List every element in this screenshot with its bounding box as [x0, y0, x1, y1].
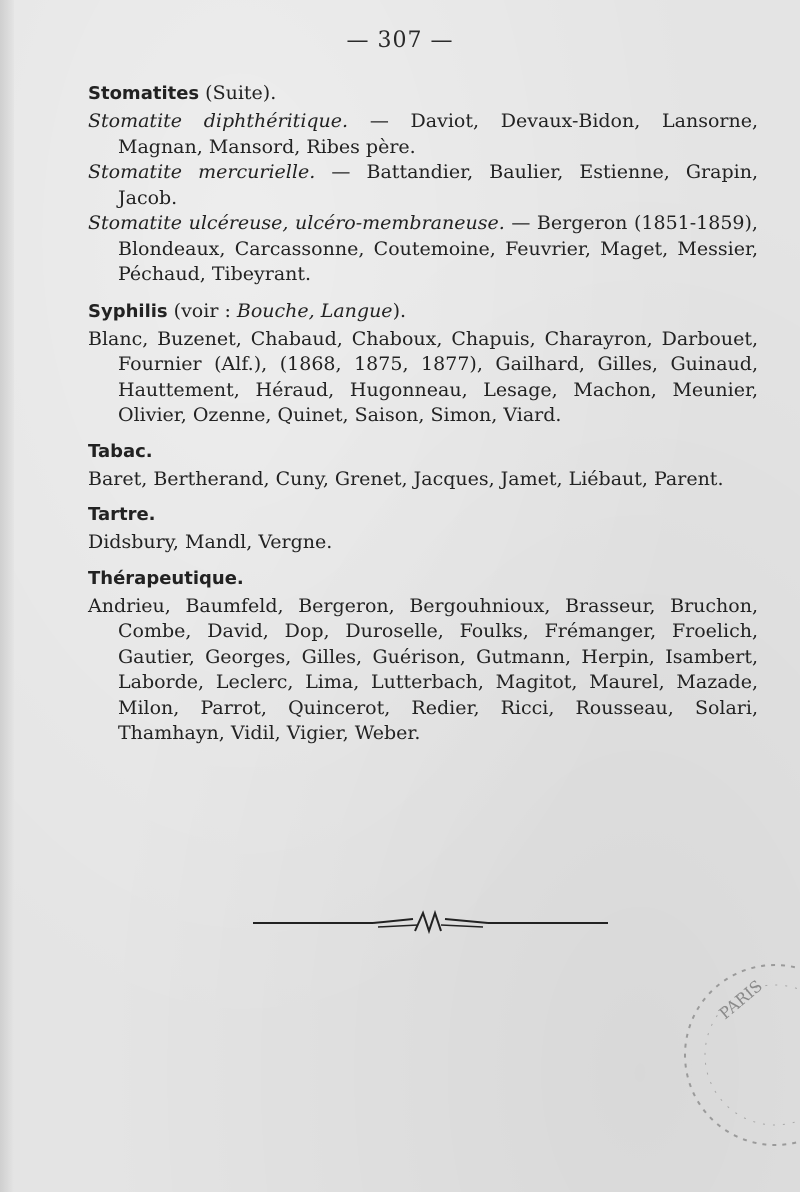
heading-title: Syphilis [88, 300, 168, 322]
index-entry: Blanc, Buzenet, Chabaud, Chaboux, Chapuis, Charayron, Darbouet, Fournier (Alf.), (1868, 1875, 1877), Gailhard, Gilles, Guinaud, Hauttement, Héraud, Hugonneau, Lesage, Machon, Meunier, Olivier, Ozenne, Quinet, Saison, Simon, Viard. [88, 327, 758, 426]
section-syphilis [88, 298, 758, 429]
end-ornament [253, 905, 608, 935]
heading-suffix: (voir : [167, 299, 237, 322]
section-tabac [88, 439, 758, 493]
heading-title: Stomatites [88, 83, 200, 104]
page-edge-shadow [0, 0, 14, 1192]
index-entry: Baret, Bertherand, Cuny, Grenet, Jacques, Jamet, Liébaut, Parent. [88, 467, 724, 490]
entry-term: Stomatite ulcéreuse, ulcéro-membraneuse. [88, 212, 505, 234]
section-stomatites [88, 80, 758, 288]
entry-term: Stomatite mercurielle. [88, 161, 316, 183]
entry-text: — Battandier, Baulier, Estienne, Grapin, Jacob. [118, 161, 758, 209]
heading-see-also: Bouche, Langue [236, 299, 393, 322]
library-stamp [665, 960, 800, 1150]
index-entry [88, 109, 758, 160]
section-heading [88, 80, 758, 107]
index-entry [88, 211, 758, 288]
heading-suffix-end: ). [392, 299, 407, 322]
section-heading: Thérapeutique. [88, 567, 244, 589]
heading-suffix: (Suite). [199, 82, 277, 104]
section-heading [88, 298, 758, 325]
entry-term: Stomatite diphthéritique. [88, 110, 349, 132]
section-heading: Tartre. [88, 504, 156, 525]
stamp-text: PARIS [715, 976, 767, 1024]
entry-text: — Daviot, Devaux-Bidon, Lansorne, Magnan, Mansord, Ribes père. [118, 110, 758, 158]
entry-text: — Bergeron (1851-1859), Blondeaux, Carcassonne, Coutemoine, Feuvrier, Maget, Messier, Péchaud, Tibeyrant. [118, 212, 758, 285]
page-number: — 307 — [346, 28, 454, 53]
index-entry [88, 160, 758, 211]
index-content [88, 80, 758, 747]
section-therapeutique [88, 566, 758, 747]
section-tartre [88, 502, 758, 556]
index-entry: Didsbury, Mandl, Vergne. [88, 531, 333, 553]
section-heading: Tabac. [88, 440, 153, 462]
index-entry: Andrieu, Baumfeld, Bergeron, Bergouhnioux, Brasseur, Bruchon, Combe, David, Dop, Duroselle, Foulks, Frémanger, Froelich, Gautier, Georges, Gilles, Guérison, Gutmann, Herpin, Isambert, Laborde, Leclerc, Lima, Lutterbach, Magitot, Maurel, Mazade, Milon, Parrot, Quincerot, Redier, Ricci, Rousseau, Solari, Thamhayn, Vidil, Vigier, Weber. [88, 594, 758, 744]
